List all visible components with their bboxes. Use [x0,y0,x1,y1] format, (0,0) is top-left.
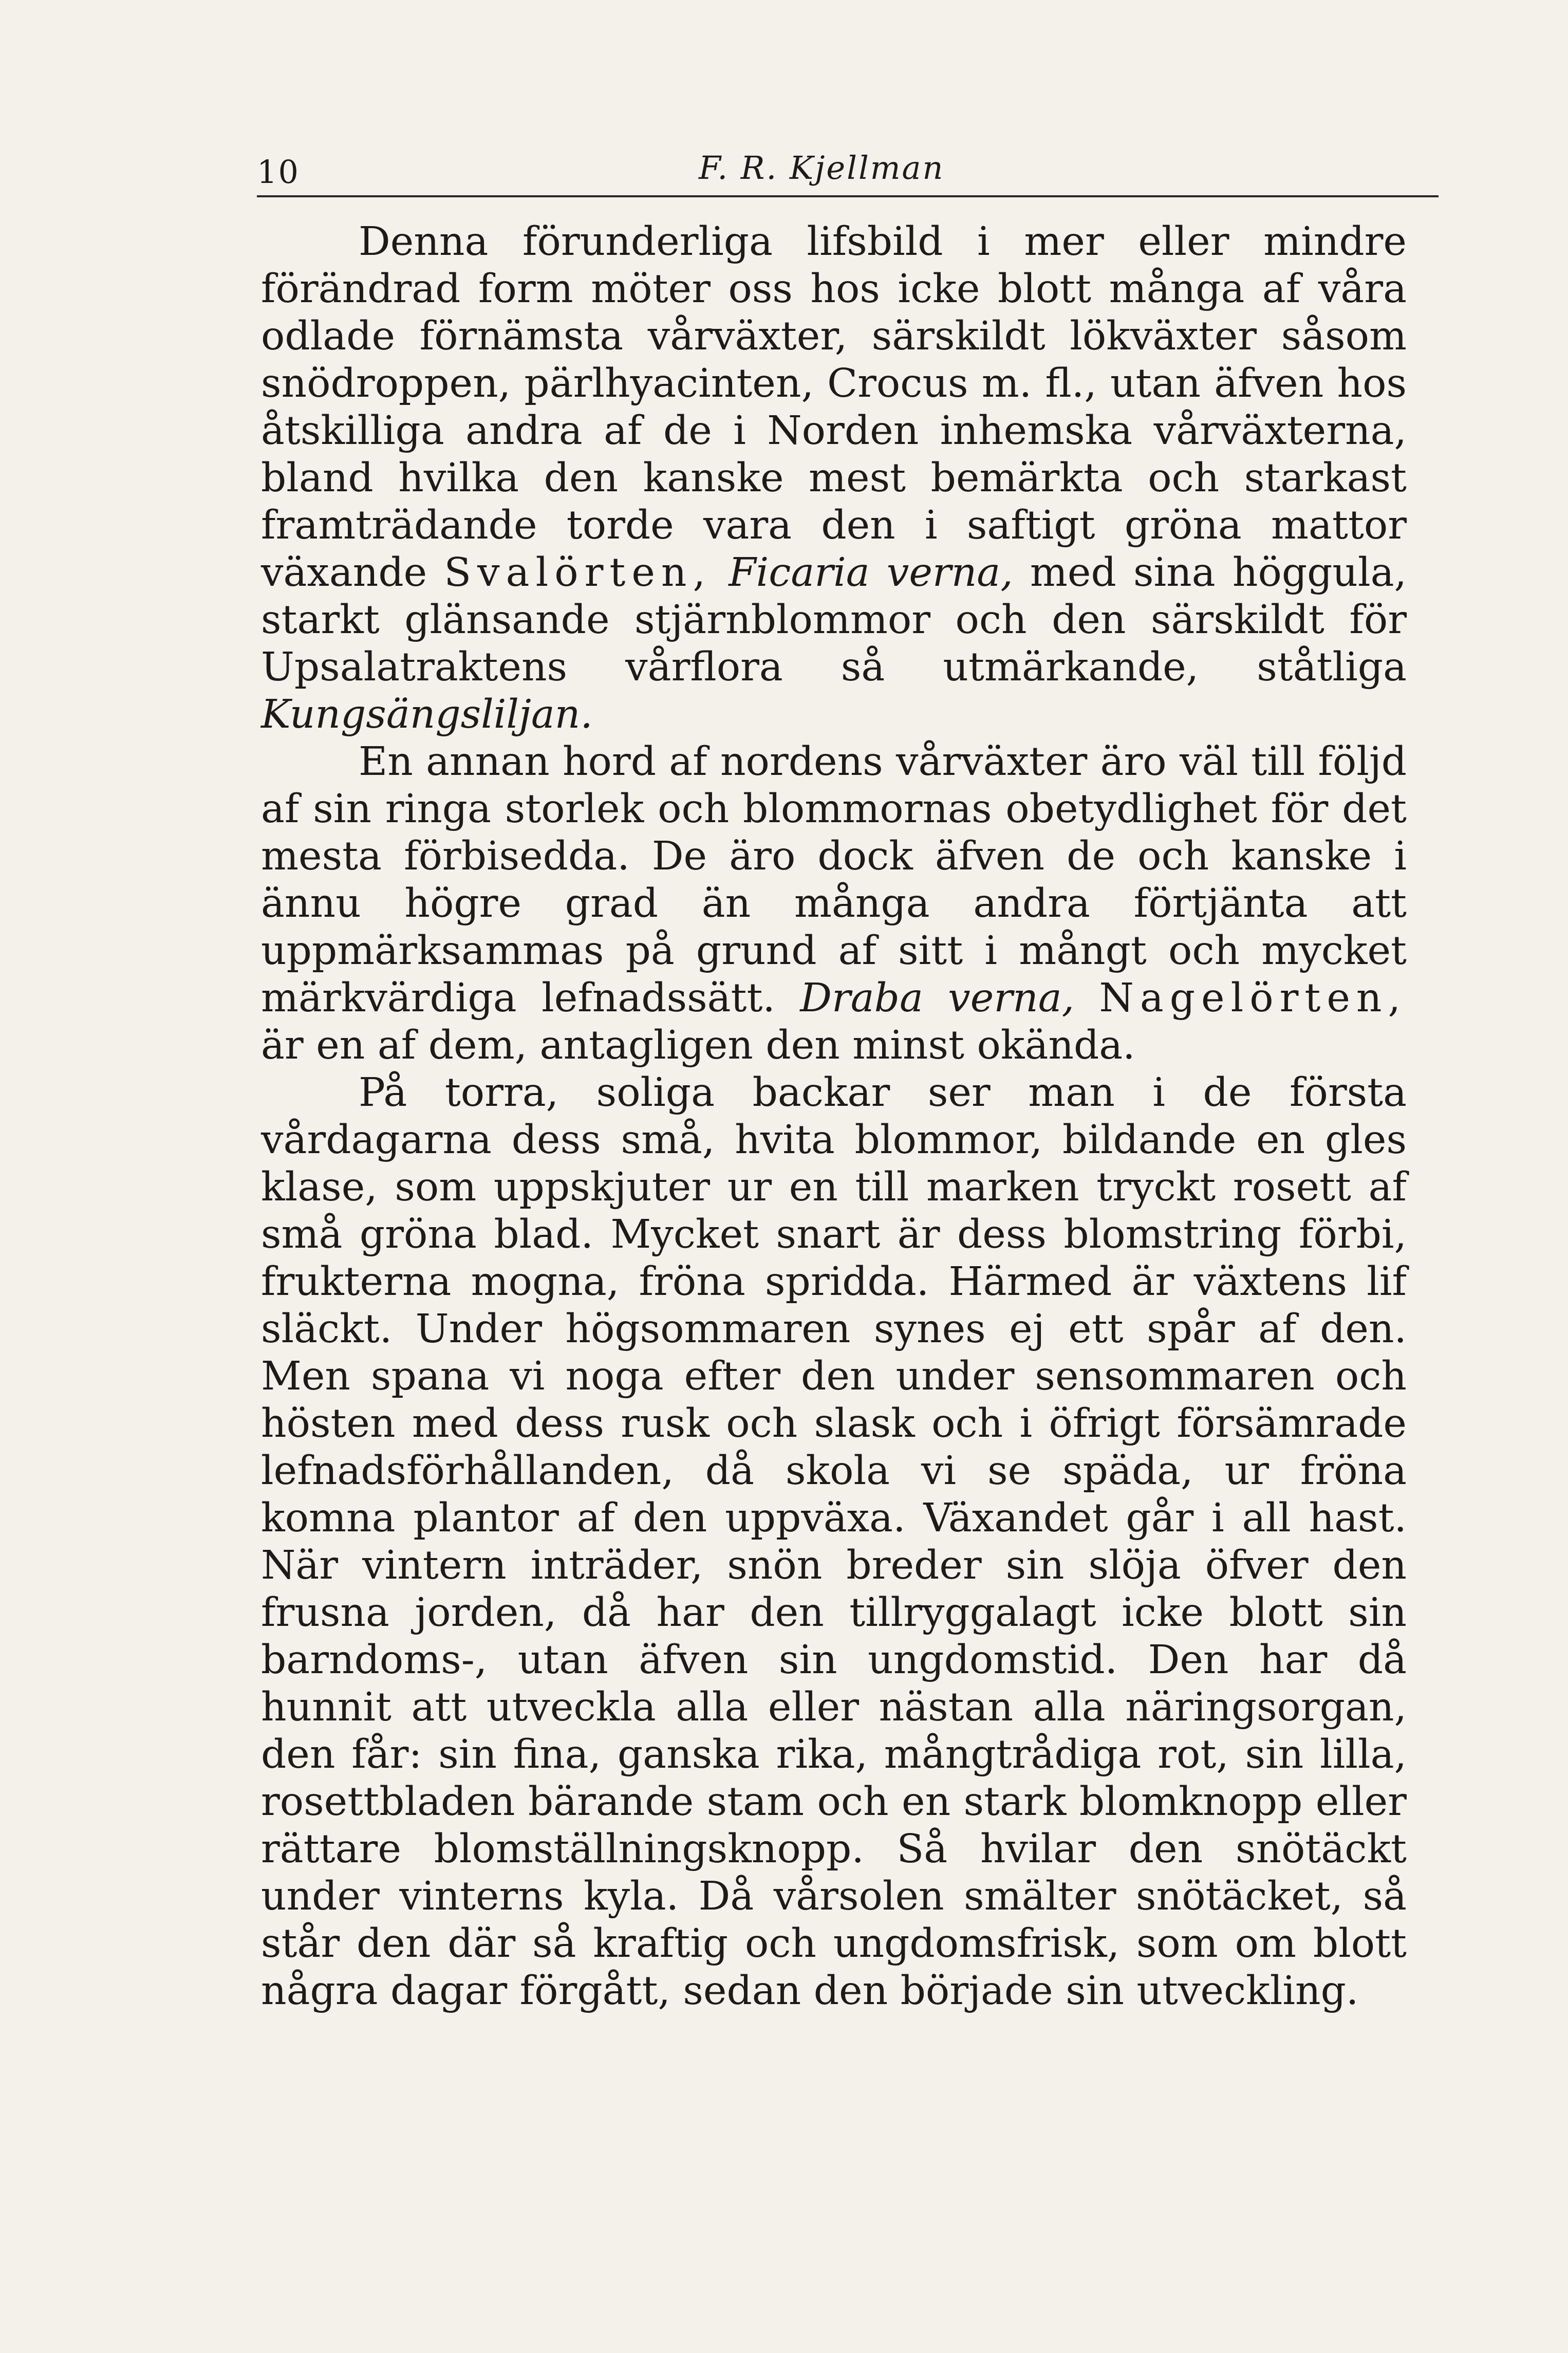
text-run: är en af dem, antagligen den minst okända. [261,1023,1135,1068]
vernacular-name-kungsangsliljan: Kungsängsliljan. [261,692,593,737]
text-run [712,550,729,596]
scientific-name-draba-verna: Draba verna, [800,975,1075,1021]
text-run: Denna förunderliga lifsbild i mer eller mindre förändrad form möter oss hos icke blott många af våra odlade förnämsta vårväxter, särskildt lökväxter såsom snödroppen, pärlhyacinten, Crocus m. fl., utan äfven hos åtskilliga andra af de i Norden inhemska vårväxterna, bland hvilka den kanske mest bemärkta och starkast framträdande torde vara den i saftigt gröna mattor växande [261,219,1407,596]
paragraph-1 [261,218,1407,738]
text-run: med sina höggula, starkt glänsande stjärnblommor och den särskildt för Upsalatraktens vårflora så utmärkande, ståtliga [261,550,1407,690]
scientific-name-ficaria-verna: Ficaria verna, [729,550,1013,596]
body-text [261,218,1407,2015]
page-number: 10 [257,153,300,191]
vernacular-name-nagelorten: Nagelörten, [1099,975,1407,1021]
text-run: En annan hord af nordens vårväxter äro väl till följd af sin ringa storlek och blommornas obetydlighet för det mesta förbisedda. De äro dock äfven de och kanske i ännu högre grad än många andra förtjänta att uppmärksammas på grund af sitt i mångt och mycket märkvärdiga lefnadssätt. [261,739,1407,1021]
paragraph-3 [261,1069,1407,2015]
running-head-author: F. R. Kjellman [699,149,945,187]
vernacular-name-svalorten: Svalörten, [444,550,712,596]
text-run: På torra, soliga backar ser man i de första vårdagarna dess små, hvita blommor, bildande en gles klase, som uppskjuter ur en till marken tryckt rosett af små gröna blad. Mycket snart är dess blomstring förbi, frukterna mogna, fröna spridda. Härmed är växtens lif släckt. Under högsommaren synes ej ett spår af den. Men spana vi noga efter den under sensommaren och hösten med dess rusk och slask och i öfrigt försämrade lefnadsförhållanden, då skola vi se späda, ur fröna komna plantor af den uppväxa. Växandet går i all hast. När vintern inträder, snön breder sin slöja öfver den frusna jorden, då har den tillryggalagt icke blott sin barndoms-, utan äfven sin ungdomstid. Den har då hunnit att utveckla alla eller nästan alla näringsorgan, den får: sin fina, ganska rika, mångtrådiga rot, sin lilla, rosettbladen bärande stam och en stark blomknopp eller rättare blomställningsknopp. Så hvilar den snötäckt under vinterns kyla. Då vårsolen smälter snötäcket, så står den där så kraftig och ungdomsfrisk, som om blott några dagar förgått, sedan den började sin utveckling. [261,1070,1407,2014]
text-run [1074,975,1099,1021]
page-header [257,149,1439,197]
paragraph-2 [261,738,1407,1069]
